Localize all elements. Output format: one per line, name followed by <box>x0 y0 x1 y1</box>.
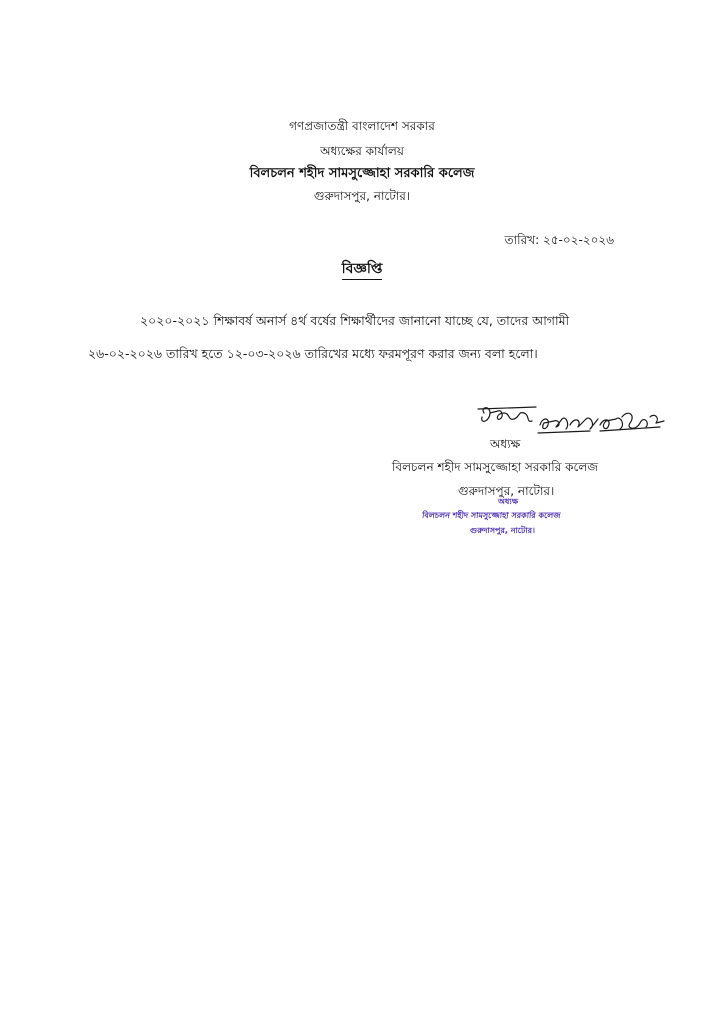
stamp-line-institution: বিলচলন শহীদ সামসুজ্জোহা সরকারি কলেজ <box>421 511 561 520</box>
header-office: অধ্যক্ষের কার্যালয় <box>320 144 404 158</box>
notice-title <box>0 257 724 281</box>
official-seal-stamp <box>420 496 570 546</box>
notice-body-line-1: ২০২০-২০২১ শিক্ষাবর্ষ অনার্স ৪র্থ বর্ষের শিক্ষার্থীদের জানানো যাচ্ছে যে, তাদের আগামী <box>140 313 570 328</box>
header-government: গণপ্রজাতন্ত্রী বাংলাদেশ সরকার <box>289 119 435 133</box>
header-location: গুরুদাসপুর, নাটোর। <box>313 189 411 203</box>
notice-date: তারিখ: ২৫-০২-২০২৬ <box>504 233 614 247</box>
signature-location: গুরুদাসপুর, নাটোর। <box>458 484 555 498</box>
signature-institution: বিলচলন শহীদ সামসুজ্জোহা সরকারি কলেজ <box>392 460 599 474</box>
signature-scribble <box>450 395 690 455</box>
signature-designation: অধ্যক্ষ <box>490 437 521 451</box>
header-college-name: বিলচলন শহীদ সামসুজ্জোহা সরকারি কলেজ <box>249 166 475 181</box>
stamp-line-designation: অধ্যক্ষ <box>498 497 519 506</box>
handwritten-signature <box>450 395 690 455</box>
notice-title-text: বিজ্ঞপ্তি <box>342 261 383 280</box>
stamp-line-location: গুরুদাসপুর, নাটোর। <box>470 526 535 535</box>
notice-body-line-2: ২৬-০২-২০২৬ তারিখ হতে ১২-০৩-২০২৬ তারিখের মধ্যে ফরমপূরণ করার জন্য বলা হলো। <box>88 346 538 361</box>
